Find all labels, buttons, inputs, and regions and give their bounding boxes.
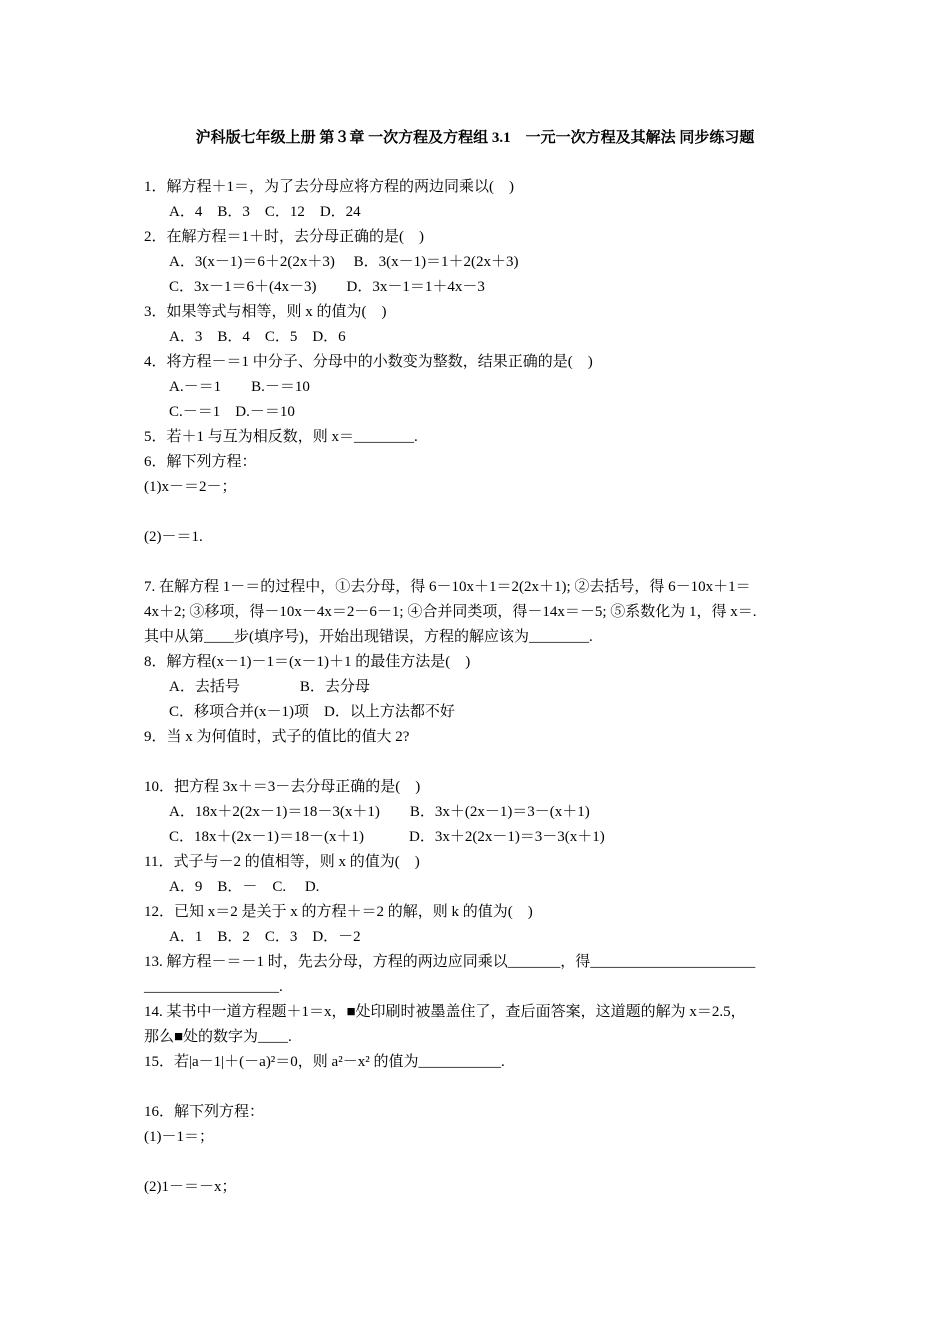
question-4-options-cd: C.－＝1 D.－＝10 — [169, 404, 295, 420]
question-7-line-2: 4x＋2; ③移项，得－10x－4x＝2－6－1; ④合并同类项，得－14x＝－5; ⑤系数化为 1，得 x＝. — [144, 604, 757, 620]
question-4: 4．将方程－＝1 中分子、分母中的小数变为整数，结果正确的是( ) — [144, 354, 593, 370]
question-15: 15．若|a－1|＋(－a)²＝0，则 a²－x² 的值为___________. — [144, 1054, 505, 1070]
question-12: 12．已知 x＝2 是关于 x 的方程＋＝2 的解，则 k 的值为( ) — [144, 904, 533, 920]
question-10: 10．把方程 3x＋＝3－去分母正确的是( ) — [144, 779, 421, 795]
question-4-options-ab: A.－＝1 B.－＝10 — [169, 379, 310, 395]
question-7-line-3: 其中从第____步(填序号)，开始出现错误，方程的解应该为________. — [144, 629, 593, 645]
question-3: 3．如果等式与相等，则 x 的值为( ) — [144, 304, 387, 320]
question-10-options-cd: C．18x＋(2x－1)＝18－(x＋1) D．3x＋2(2x－1)＝3－3(x＋1) — [169, 829, 605, 845]
question-7-line-1: 7. 在解方程 1－＝的过程中，①去分母，得 6－10x＋1＝2(2x＋1); ②去括号，得 6－10x＋1＝ — [144, 579, 751, 595]
question-1: 1．解方程＋1＝，为了去分母应将方程的两边同乘以( ) — [144, 179, 514, 195]
question-2: 2．在解方程＝1＋时，去分母正确的是( ) — [144, 229, 424, 245]
question-2-options-cd: C．3x－1＝6＋(4x－3) D．3x－1＝1＋4x－3 — [169, 279, 485, 295]
question-14-line-2: 那么■处的数字为____. — [144, 1029, 292, 1045]
question-8-options-ab: A．去括号 B．去分母 — [169, 679, 370, 695]
question-12-options: A．1 B．2 C．3 D．－2 — [169, 929, 361, 945]
question-11-options: A．9 B．－ C. D. — [169, 879, 320, 895]
question-5: 5．若＋1 与互为相反数，则 x＝________. — [144, 429, 418, 445]
question-9: 9．当 x 为何值时，式子的值比的值大 2? — [144, 729, 410, 745]
question-8-options-cd: C．移项合并(x－1)项 D．以上方法都不好 — [169, 704, 455, 720]
question-6-part-1: (1)x－＝2－； — [144, 479, 237, 495]
question-1-options: A．4 B．3 C．12 D．24 — [169, 204, 361, 220]
question-8: 8．解方程(x－1)－1＝(x－1)＋1 的最佳方法是( ) — [144, 654, 471, 670]
question-13-line-1: 13. 解方程－＝－1 时，先去分母，方程的两边应同乘以_______，得______________________ — [144, 954, 756, 970]
question-16: 16．解下列方程： — [144, 1104, 265, 1120]
question-13-line-2: __________________. — [144, 979, 283, 995]
question-6-part-2: (2)－＝1. — [144, 529, 203, 545]
question-16-part-2: (2)1－＝－x； — [144, 1179, 237, 1195]
question-10-options-ab: A．18x＋2(2x－1)＝18－3(x＋1) B．3x＋(2x－1)＝3－(x＋1) — [169, 804, 590, 820]
question-6: 6．解下列方程： — [144, 454, 257, 470]
question-2-options-ab: A．3(x－1)＝6＋2(2x＋3) B．3(x－1)＝1＋2(2x＋3) — [169, 254, 519, 270]
question-16-part-1: (1)－1＝； — [144, 1129, 214, 1145]
document-title: 沪科版七年级上册 第３章 一次方程及方程组 3.1 一元一次方程及其解法 同步练习题 — [195, 130, 755, 146]
question-3-options: A．3 B．4 C．5 D．6 — [169, 329, 346, 345]
question-11: 11．式子与－2 的值相等，则 x 的值为( ) — [144, 854, 420, 870]
question-14-line-1: 14. 某书中一道方程题＋1＝x，■处印刷时被墨盖住了，查后面答案，这道题的解为 x＝2.5， — [144, 1004, 746, 1020]
